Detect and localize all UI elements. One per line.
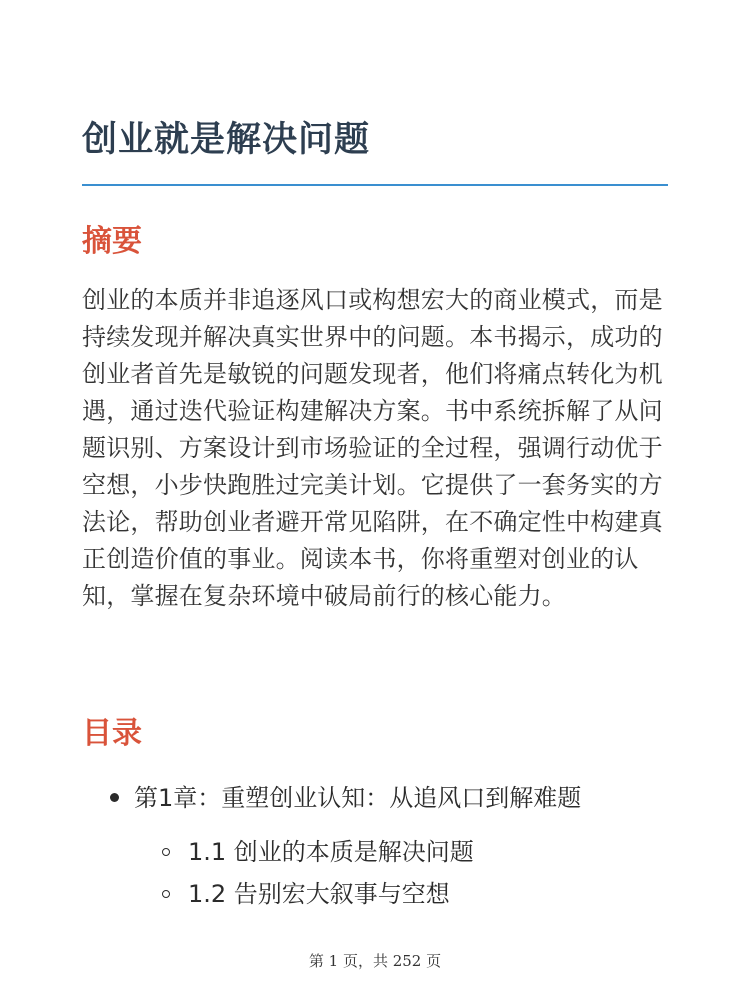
bullet-circle-icon (162, 848, 170, 856)
toc-chapter-label: 第1章：重塑创业认知：从追风口到解难题 (134, 784, 582, 812)
summary-paragraph: 创业的本质并非追逐风口或构想宏大的商业模式，而是持续发现并解决真实世界中的问题。本书揭示，成功的创业者首先是敏锐的问题发现者，他们将痛点转化为机遇，通过迭代验证构建解决方案。书中系统拆解了从问题识别、方案设计到市场验证的全过程，强调行动优于空想，小步快跑胜过完美计划。它提供了一套务实的方法论，帮助创业者避开常见陷阱，在不确定性中构建真正创造价值的事业。阅读本书，你将重塑对创业的认知，掌握在复杂环境中破局前行的核心能力。 (82, 286, 663, 610)
page-number: 第 1 页，共 252 页 (308, 952, 442, 970)
summary-heading: 摘要 (82, 224, 142, 259)
toc-chapter-1[interactable] (82, 776, 682, 908)
title-divider (82, 184, 668, 186)
table-of-contents (82, 776, 682, 908)
toc-heading: 目录 (82, 716, 142, 751)
page-title: 创业就是解决问题 (82, 120, 371, 160)
bullet-dot-icon (110, 793, 119, 802)
bullet-circle-icon (162, 890, 170, 898)
toc-section-label: 1.1 创业的本质是解决问题 (188, 838, 474, 866)
toc-section-label: 1.2 告别宏大叙事与空想 (188, 880, 450, 908)
